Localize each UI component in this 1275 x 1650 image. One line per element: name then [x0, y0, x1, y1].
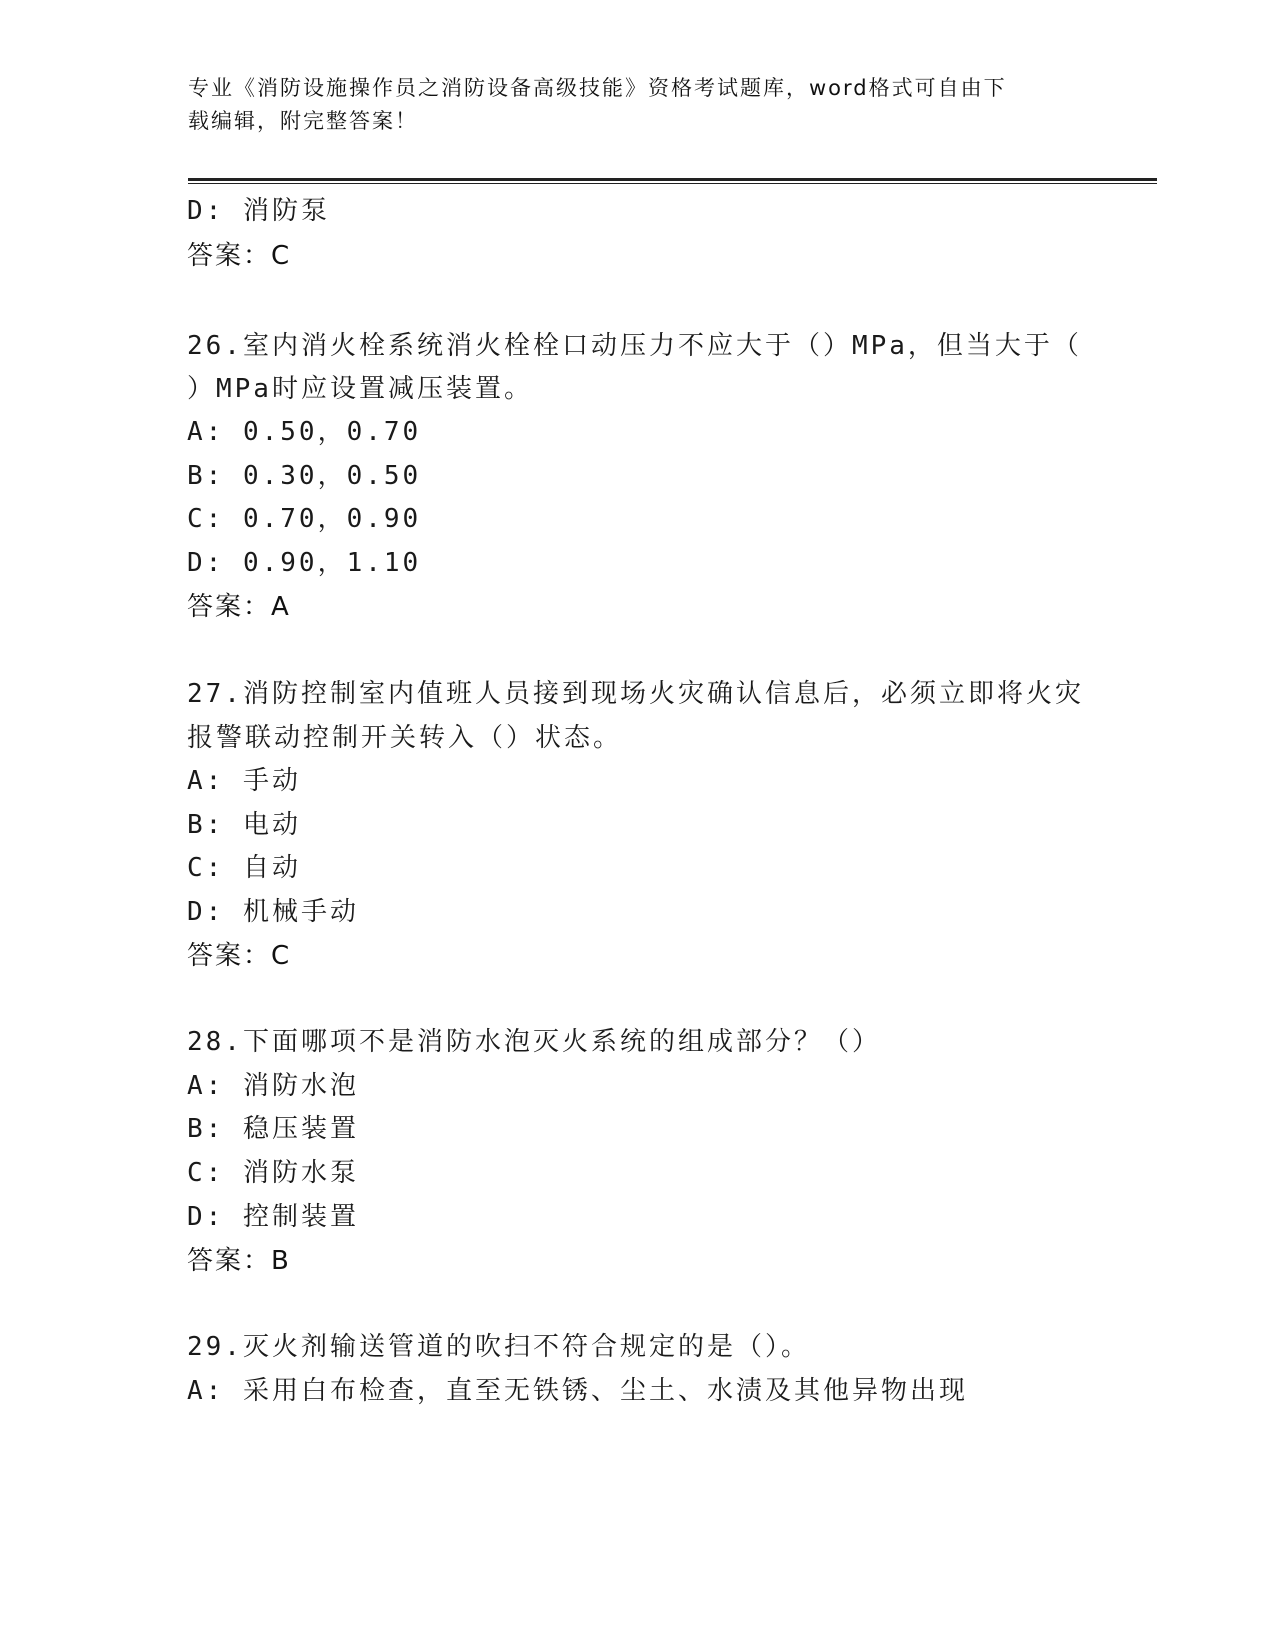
q27-option-d: D: 机械手动	[187, 897, 359, 927]
q28-answer: 答案：B	[187, 1246, 291, 1276]
prev-answer: 答案：C	[187, 241, 292, 271]
q27-stem-line-1: 27.消防控制室内值班人员接到现场火灾确认信息后，必须立即将火灾	[187, 679, 1084, 709]
q28-option-d: D: 控制装置	[187, 1202, 359, 1232]
q26-option-c: C: 0.70，0.90	[187, 504, 422, 534]
q27-option-b: B: 电动	[187, 810, 301, 840]
q26-answer: 答案：A	[187, 592, 291, 622]
header-rule-thick	[188, 178, 1157, 181]
q27-answer: 答案：C	[187, 941, 292, 971]
q28-option-b: B: 稳压装置	[187, 1114, 359, 1144]
q26-option-b: B: 0.30，0.50	[187, 461, 422, 491]
q28-stem-line-1: 28.下面哪项不是消防水泡灭火系统的组成部分？（）	[187, 1027, 881, 1057]
header-line-2: 载编辑，附完整答案！	[188, 109, 418, 133]
header-line-1: 专业《消防设施操作员之消防设备高级技能》资格考试题库，word格式可自由下	[188, 76, 1007, 100]
q29-stem-line-1: 29.灭火剂输送管道的吹扫不符合规定的是（）。	[187, 1332, 810, 1362]
q26-option-d: D: 0.90，1.10	[187, 548, 422, 578]
q26-stem-line-1: 26.室内消火栓系统消火栓栓口动压力不应大于（）MPa，但当大于（	[187, 331, 1082, 361]
header-rule-thin	[188, 183, 1157, 184]
q29-option-a: A: 采用白布检查，直至无铁锈、尘土、水渍及其他异物出现	[187, 1376, 968, 1406]
prev-option-d: D: 消防泵	[187, 196, 330, 226]
document-header	[188, 72, 1088, 138]
q27-option-c: C: 自动	[187, 853, 301, 883]
q28-option-a: A: 消防水泡	[187, 1071, 359, 1101]
q27-stem-line-2: 报警联动控制开关转入（）状态。	[187, 723, 623, 753]
q27-option-a: A: 手动	[187, 766, 301, 796]
q26-stem-line-2: ）MPa时应设置减压装置。	[187, 374, 533, 404]
q26-option-a: A: 0.50，0.70	[187, 417, 422, 447]
q28-option-c: C: 消防水泵	[187, 1158, 359, 1188]
